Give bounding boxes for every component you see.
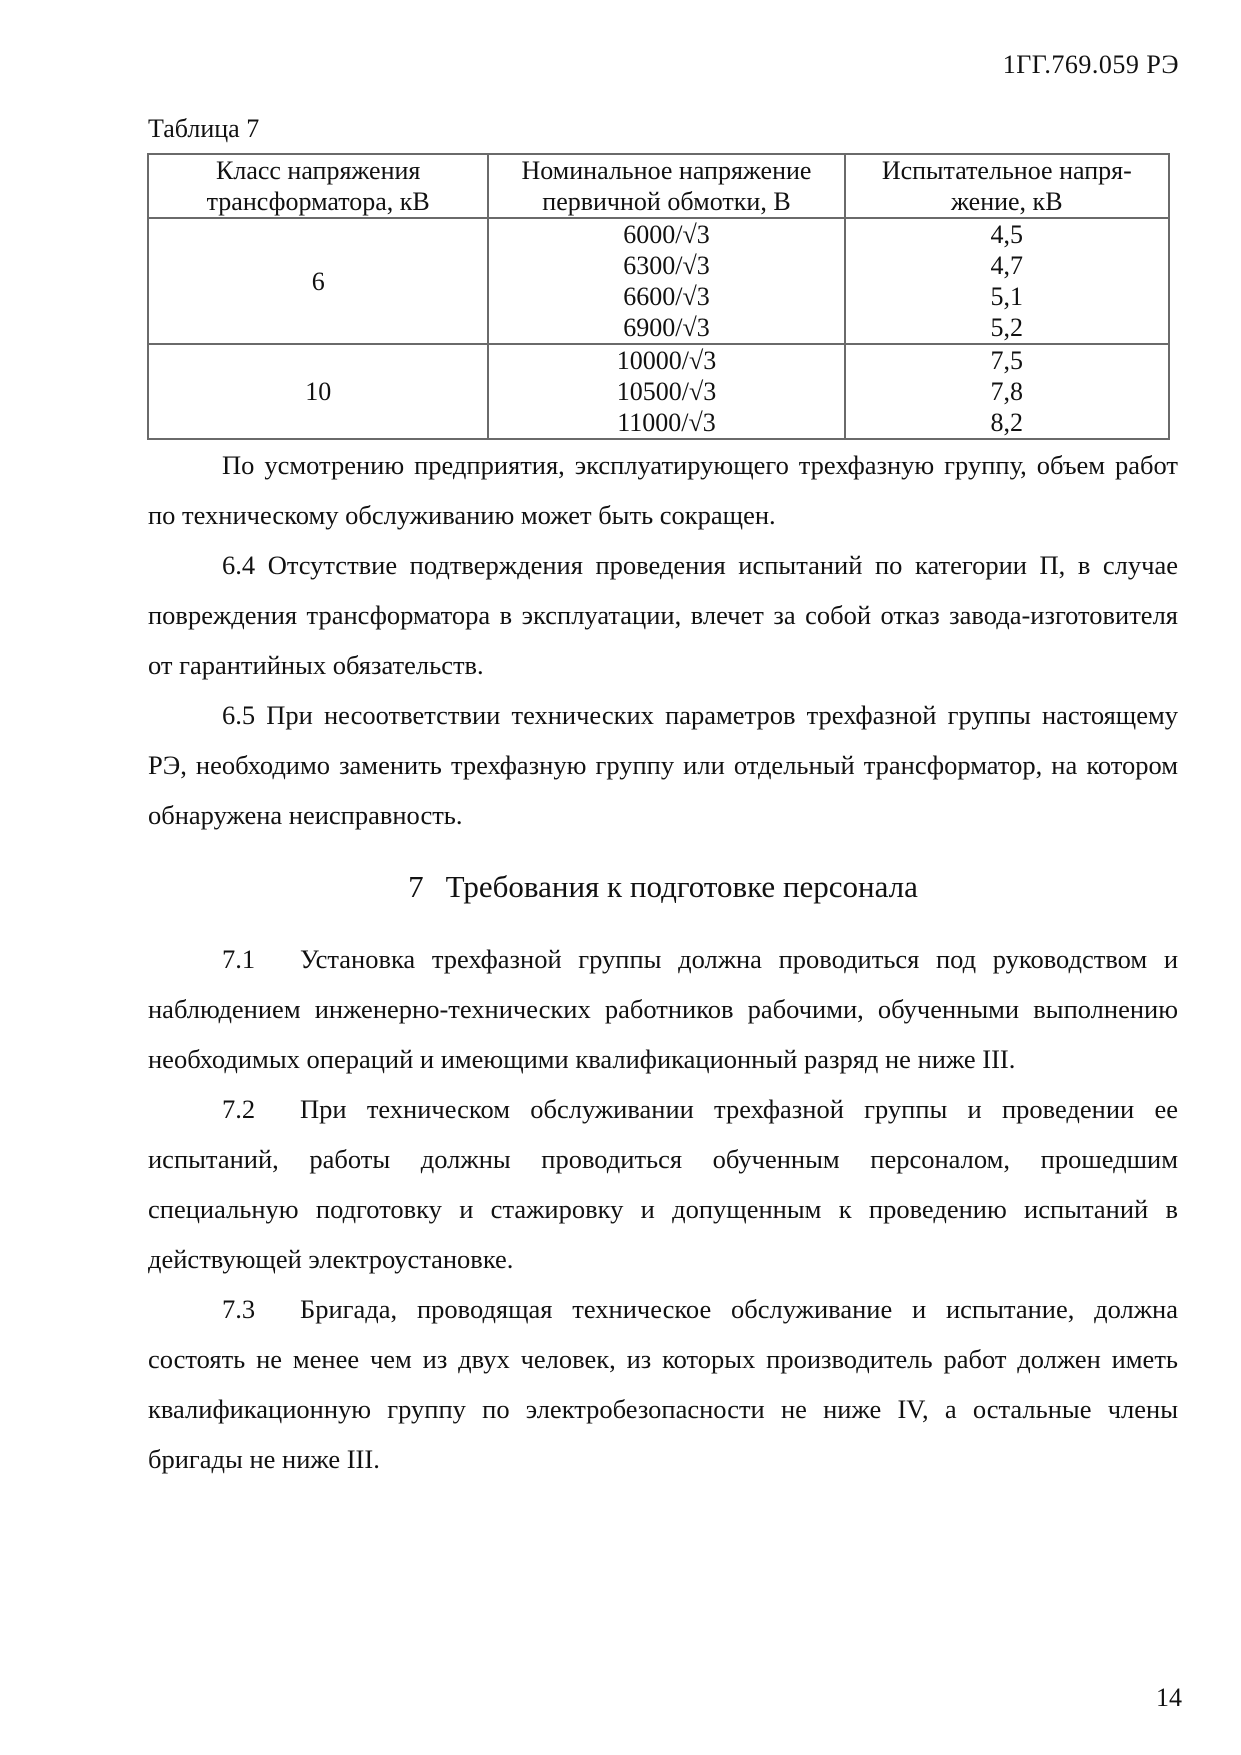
- test-value: 7,5: [990, 346, 1024, 375]
- header-line: первичной обмотки, В: [542, 187, 791, 216]
- clause-number: 6.5: [222, 700, 256, 730]
- test-value: 8,2: [990, 408, 1024, 437]
- paragraph-6-4: [148, 540, 1178, 690]
- section-6-text: [148, 440, 1178, 840]
- page-number: 14: [1156, 1683, 1182, 1712]
- section-7-text: [148, 934, 1178, 1484]
- header-line: Класс напряжения: [216, 156, 421, 185]
- clause-text: Установка трехфазной группы должна проводиться под руководством и наблюдением инженерно-технических работников рабочими, обученными выполнению необходимых операций и имеющими квалификационный разряд не ниже III.: [148, 944, 1178, 1074]
- voltage-class-cell: 6: [148, 218, 488, 344]
- clause-text: Отсутствие подтверждения проведения испытаний по категории П, в случае повреждения трансформатора в эксплуатации, влечет за собой отказ завода-изготовителя от гарантийных обязательств.: [148, 550, 1179, 680]
- nominal-voltage-cell: [488, 344, 844, 439]
- test-value: 5,2: [990, 313, 1024, 342]
- test-value: 4,7: [990, 251, 1024, 280]
- paragraph-7-3: [148, 1284, 1178, 1484]
- paragraph-7-1: [148, 934, 1178, 1084]
- table-row-group-10kv: [148, 344, 1169, 439]
- nominal-value: 6600/√3: [623, 282, 710, 311]
- header-line: жение, кВ: [951, 187, 1063, 216]
- header-line: трансформатора, кВ: [206, 187, 430, 216]
- clause-number: 7.3: [222, 1294, 256, 1324]
- nominal-value: 10500/√3: [616, 377, 717, 406]
- nominal-value: 11000/√3: [617, 408, 716, 437]
- table-header-row: [148, 154, 1169, 218]
- test-value: 5,1: [990, 282, 1024, 311]
- clause-number: 7.2: [222, 1094, 256, 1124]
- paragraph-6-5: [148, 690, 1178, 840]
- column-header-voltage-class: [148, 154, 488, 218]
- voltage-class-cell: 10: [148, 344, 488, 439]
- test-voltage-cell: [845, 218, 1169, 344]
- nominal-voltage-cell: [488, 218, 844, 344]
- section-7-heading: [148, 869, 1178, 905]
- clause-number: 7.1: [222, 944, 256, 974]
- test-voltage-cell: [845, 344, 1169, 439]
- clause-text: При несоответствии технических параметров трехфазной группы настоящему РЭ, необходимо заменить трехфазную группу или отдельный трансформатор, на котором обнаружена неисправность.: [148, 700, 1178, 830]
- column-header-test-voltage: [845, 154, 1169, 218]
- table-row-group-6kv: [148, 218, 1169, 344]
- document-code: 1ГГ.769.059 РЭ: [1002, 50, 1179, 79]
- column-header-nominal-voltage: [488, 154, 844, 218]
- clause-number: 6.4: [222, 550, 256, 580]
- nominal-value: 6900/√3: [623, 313, 710, 342]
- test-value: 4,5: [990, 220, 1024, 249]
- nominal-value: 6300/√3: [623, 251, 710, 280]
- clause-text: Бригада, проводящая техническое обслуживание и испытание, должна состоять не менее чем из двух человек, из которых производитель работ должен иметь квалификационную группу по электробезопасности не ниже IV, а остальные члены бригады не ниже III.: [148, 1294, 1178, 1474]
- paragraph-maintenance-note: По усмотрению предприятия, эксплуатирующего трехфазную группу, объем работ по техническому обслуживанию может быть сокращен.: [148, 450, 1178, 530]
- nominal-value: 6000/√3: [623, 220, 710, 249]
- section-title: Требования к подготовке персонала: [445, 869, 918, 904]
- header-line: Номинальное напряжение: [521, 156, 812, 185]
- test-voltage-table: [147, 153, 1170, 440]
- section-number: 7: [408, 869, 424, 904]
- table-caption: Таблица 7: [148, 114, 260, 143]
- clause-text: При техническом обслуживании трехфазной группы и проведении ее испытаний, работы должны проводиться обученным персоналом, прошедшим специальную подготовку и стажировку и допущенным к проведению испытаний в действующей электроустановке.: [148, 1094, 1178, 1274]
- paragraph-7-2: [148, 1084, 1178, 1284]
- nominal-value: 10000/√3: [616, 346, 717, 375]
- test-value: 7,8: [990, 377, 1024, 406]
- header-line: Испытательное напря-: [881, 156, 1132, 185]
